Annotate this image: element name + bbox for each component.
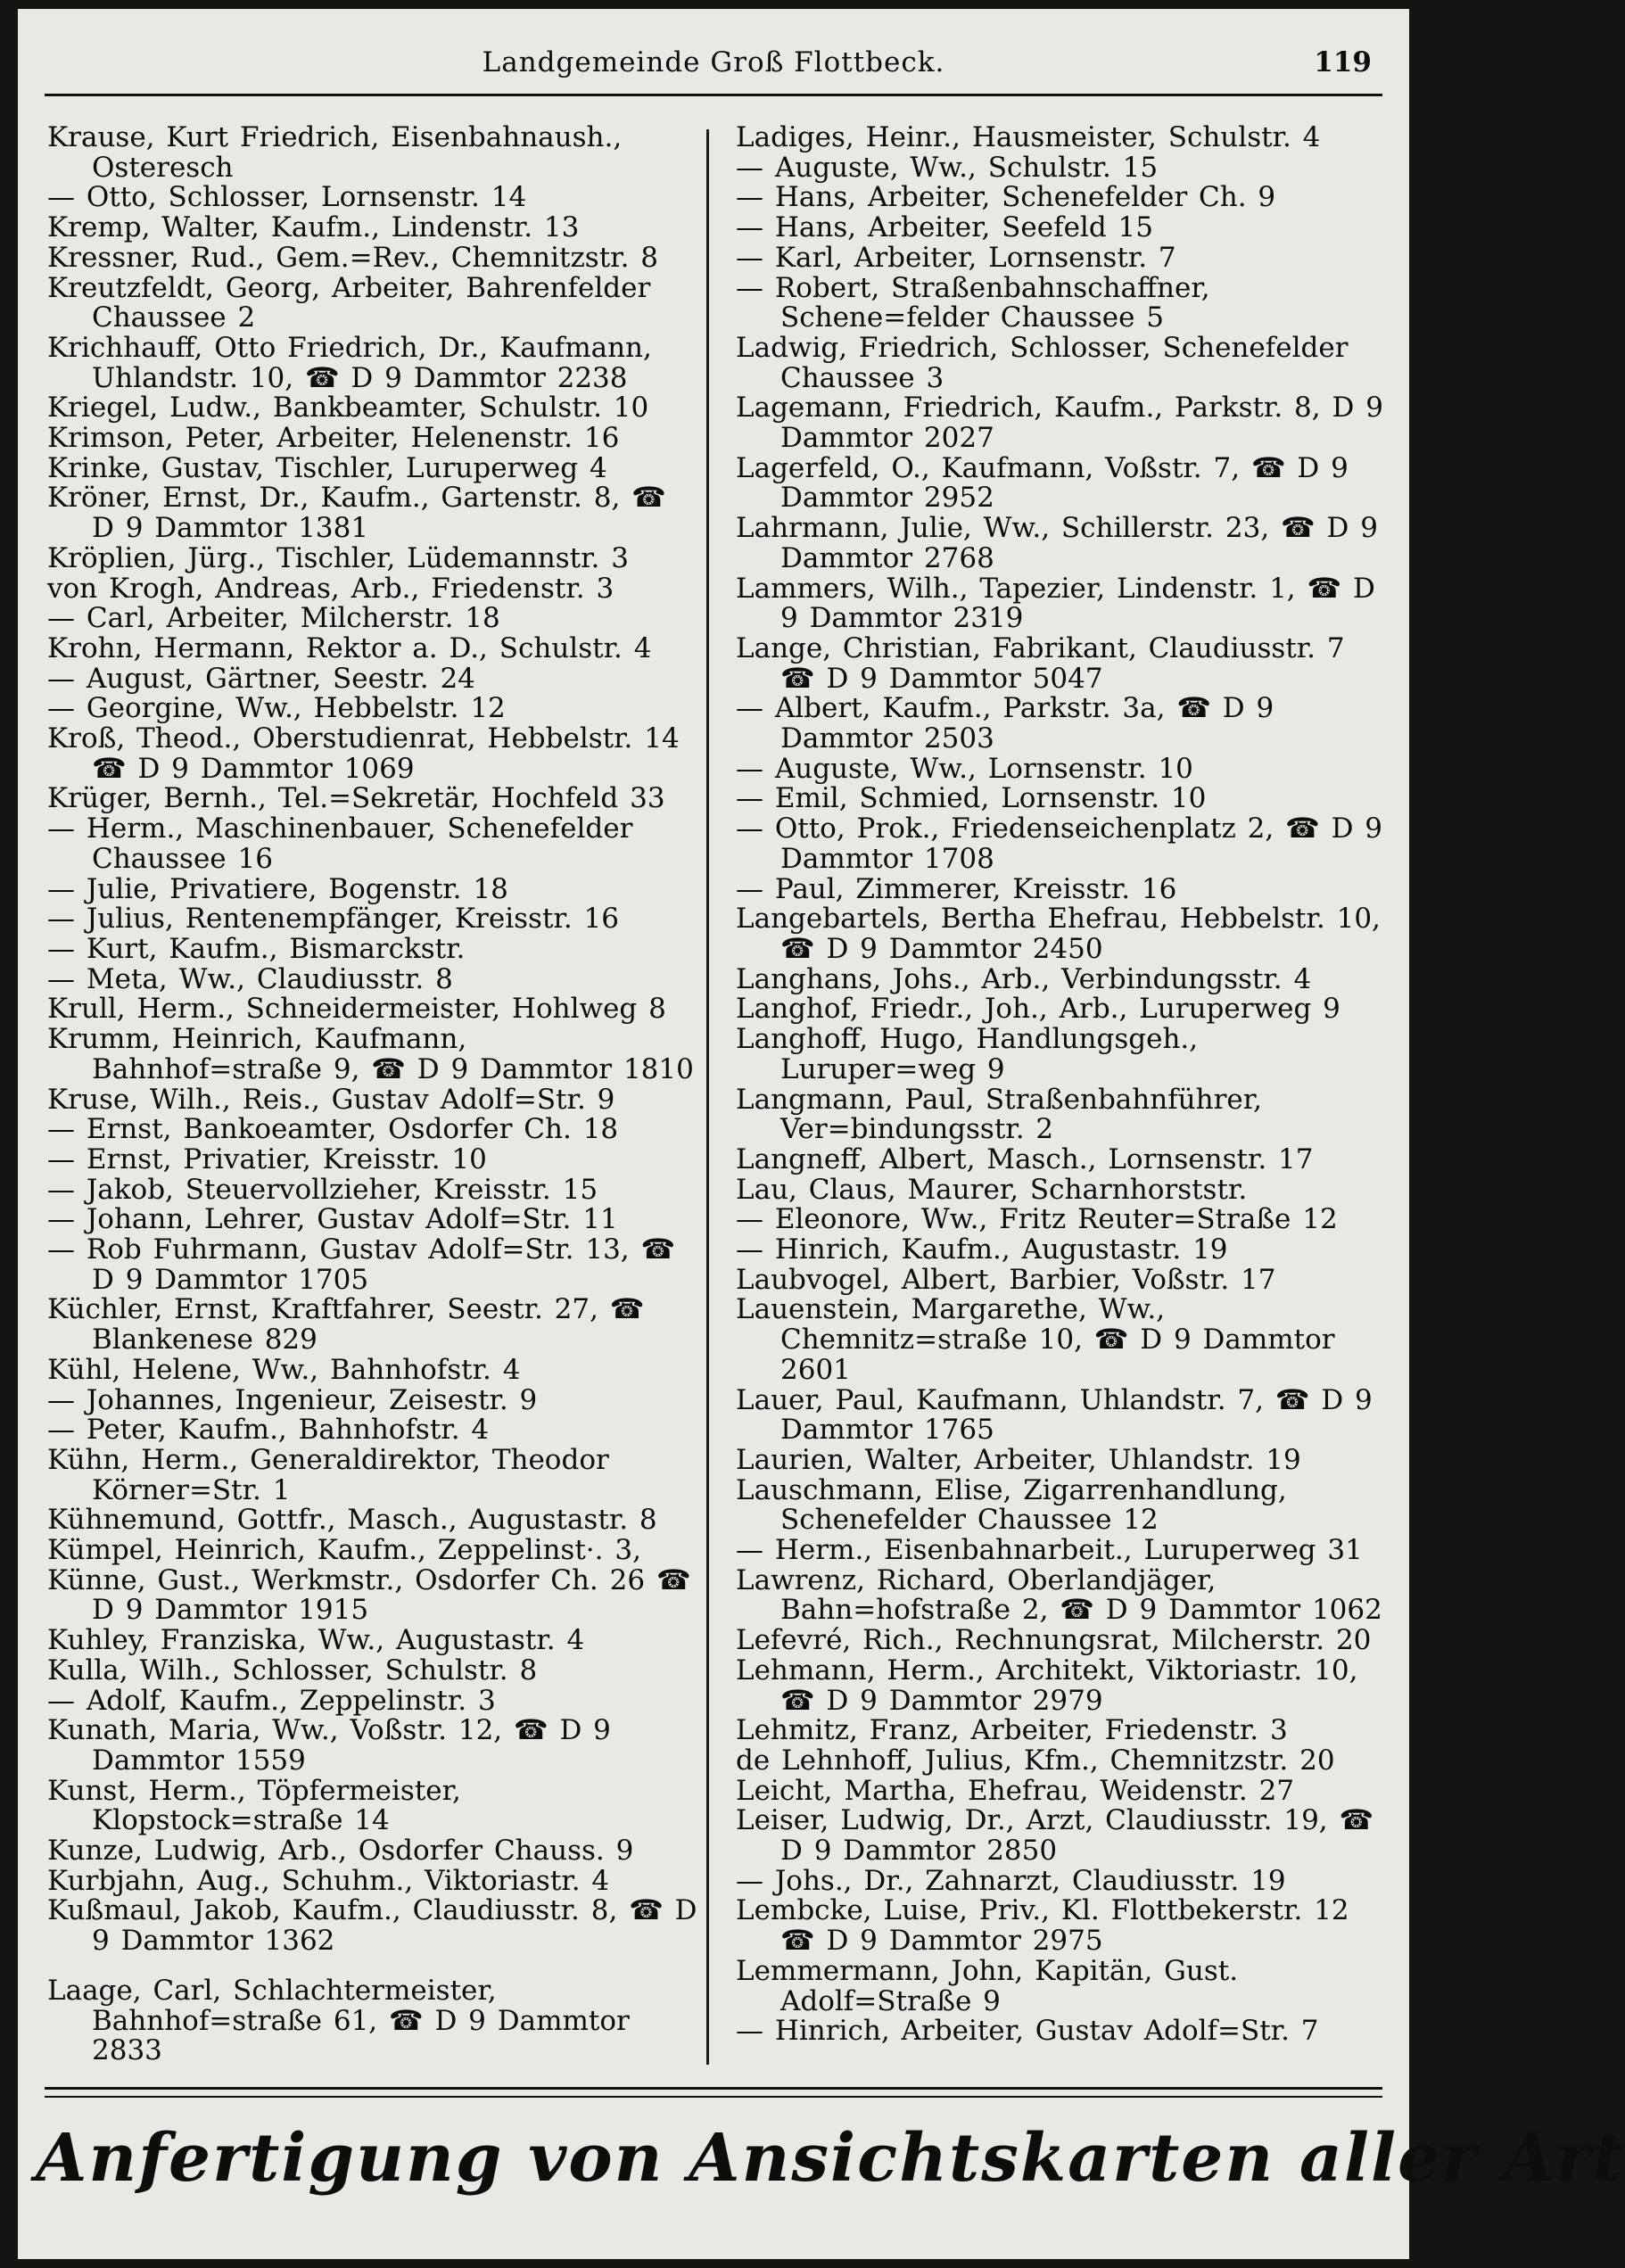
directory-entry: — Hinrich, Arbeiter, Gustav Adolf=Str. 7 bbox=[736, 2015, 1319, 2048]
directory-entry: Kußmaul, Jakob, Kaufm., Claudiusstr. 8, ☎ D 9 Dammtor 1362 bbox=[47, 1894, 697, 1958]
directory-entry: — Rob Fuhrmann, Gustav Adolf=Str. 13, ☎ D 9 Dammtor 1705 bbox=[47, 1233, 676, 1296]
directory-entry: — Auguste, Ww., Lornsenstr. 10 bbox=[736, 752, 1193, 785]
directory-entry: — Adolf, Kaufm., Zeppelinstr. 3 bbox=[47, 1684, 496, 1717]
directory-entry: Lau, Claus, Maurer, Scharnhorststr. bbox=[736, 1173, 1248, 1206]
directory-entry: — Auguste, Ww., Schulstr. 15 bbox=[736, 151, 1159, 184]
directory-entry: Kuhley, Franziska, Ww., Augustastr. 4 bbox=[47, 1624, 585, 1657]
directory-entry: — Hinrich, Kaufm., Augustastr. 19 bbox=[736, 1233, 1228, 1266]
directory-entry: Kurbjahn, Aug., Schuhm., Viktoriastr. 4 bbox=[47, 1864, 610, 1897]
directory-entry: Ladwig, Friedrich, Schlosser, Schenefelder Chaussee 3 bbox=[736, 331, 1349, 394]
directory-entry: Langneff, Albert, Masch., Lornsenstr. 17 bbox=[736, 1142, 1314, 1175]
directory-entry: — Otto, Schlosser, Lornsenstr. 14 bbox=[47, 181, 527, 214]
directory-entry: Krichhauff, Otto Friedrich, Dr., Kaufmann, Uhlandstr. 10, ☎ D 9 Dammtor 2238 bbox=[47, 331, 652, 394]
directory-entry: Kriegel, Ludw., Bankbeamter, Schulstr. 10 bbox=[47, 392, 649, 425]
directory-entry: Lauschmann, Elise, Zigarrenhandlung, Schenefelder Chaussee 12 bbox=[736, 1473, 1287, 1537]
directory-entry: Ladiges, Heinr., Hausmeister, Schulstr. 4 bbox=[736, 121, 1321, 153]
directory-entry: Laurien, Walter, Arbeiter, Uhlandstr. 19 bbox=[736, 1443, 1301, 1476]
directory-entry: — Meta, Ww., Claudiusstr. 8 bbox=[47, 962, 453, 995]
directory-entry: Lauer, Paul, Kaufmann, Uhlandstr. 7, ☎ D 9 Dammtor 1765 bbox=[736, 1383, 1373, 1447]
directory-entry: — Albert, Kaufm., Parkstr. 3a, ☎ D 9 Dammtor 2503 bbox=[736, 692, 1274, 755]
directory-entry: — Ernst, Privatier, Kreisstr. 10 bbox=[47, 1142, 487, 1175]
directory-entry: — Herm., Maschinenbauer, Schenefelder Chaussee 16 bbox=[47, 812, 633, 875]
directory-entry: — Eleonore, Ww., Fritz Reuter=Straße 12 bbox=[736, 1203, 1338, 1236]
directory-entry: — Herm., Eisenbahnarbeit., Luruperweg 31 bbox=[736, 1534, 1363, 1567]
directory-entry: Krull, Herm., Schneidermeister, Hohlweg 8 bbox=[47, 993, 666, 1026]
directory-entry: Lawrenz, Richard, Oberlandjäger, Bahn=hofstraße 2, ☎ D 9 Dammtor 1062 bbox=[736, 1563, 1382, 1627]
directory-entry: Lefevré, Rich., Rechnungsrat, Milcherstr. 20 bbox=[736, 1624, 1372, 1657]
directory-entry: — Georgine, Ww., Hebbelstr. 12 bbox=[47, 692, 506, 725]
directory-entry: Kühnemund, Gottfr., Masch., Augustastr. 8 bbox=[47, 1504, 657, 1537]
directory-entry: von Krogh, Andreas, Arb., Friedenstr. 3 bbox=[47, 572, 615, 605]
directory-entry: Kröplien, Jürg., Tischler, Lüdemannstr. 3 bbox=[47, 541, 629, 574]
directory-entry: Lehmann, Herm., Architekt, Viktoriastr. 10, ☎ D 9 Dammtor 2979 bbox=[736, 1654, 1358, 1717]
directory-entry: — August, Gärtner, Seestr. 24 bbox=[47, 662, 475, 695]
footer-rule bbox=[45, 2087, 1382, 2090]
directory-entry: Lembcke, Luise, Priv., Kl. Flottbekerstr. 12 ☎ D 9 Dammtor 2975 bbox=[736, 1894, 1349, 1958]
directory-entry: Kremp, Walter, Kaufm., Lindenstr. 13 bbox=[47, 211, 580, 244]
directory-page bbox=[18, 9, 1625, 2259]
right-column bbox=[736, 123, 1387, 2047]
directory-entry: — Otto, Prok., Friedenseichenplatz 2, ☎ D 9 Dammtor 1708 bbox=[736, 812, 1383, 875]
directory-entry: Lehmitz, Franz, Arbeiter, Friedenstr. 3 bbox=[736, 1714, 1288, 1747]
directory-entry: — Hans, Arbeiter, Seefeld 15 bbox=[736, 211, 1153, 244]
directory-entry: Kressner, Rud., Gem.=Rev., Chemnitzstr. 8 bbox=[47, 241, 659, 274]
directory-entry: Küchler, Ernst, Kraftfahrer, Seestr. 27, ☎ Blankenese 829 bbox=[47, 1293, 645, 1357]
page-header bbox=[45, 46, 1382, 89]
directory-entry: — Paul, Zimmerer, Kreisstr. 16 bbox=[736, 872, 1177, 905]
directory-entry: — Hans, Arbeiter, Schenefelder Ch. 9 bbox=[736, 181, 1276, 214]
directory-entry: Lammers, Wilh., Tapezier, Lindenstr. 1, ☎ D 9 Dammtor 2319 bbox=[736, 572, 1375, 635]
directory-entry: Leiser, Ludwig, Dr., Arzt, Claudiusstr. 19, ☎ D 9 Dammtor 2850 bbox=[736, 1804, 1374, 1868]
directory-entry: Krause, Kurt Friedrich, Eisenbahnaush., Osteresch bbox=[47, 121, 623, 184]
directory-entry: — Emil, Schmied, Lornsenstr. 10 bbox=[736, 782, 1207, 815]
directory-entry: Laage, Carl, Schlachtermeister, Bahnhof=straße 61, ☎ D 9 Dammtor 2833 bbox=[47, 1974, 630, 2067]
directory-entry: Laubvogel, Albert, Barbier, Voßstr. 17 bbox=[736, 1263, 1276, 1296]
directory-entry: — Johannes, Ingenieur, Zeisestr. 9 bbox=[47, 1383, 538, 1416]
directory-entry: — Peter, Kaufm., Bahnhofstr. 4 bbox=[47, 1414, 490, 1447]
directory-entry: — Robert, Straßenbahnschaffner, Schene=felder Chaussee 5 bbox=[736, 271, 1210, 334]
directory-entry: Lange, Christian, Fabrikant, Claudiusstr. 7 ☎ D 9 Dammtor 5047 bbox=[736, 631, 1345, 695]
directory-entry: Kunath, Maria, Ww., Voßstr. 12, ☎ D 9 Dammtor 1559 bbox=[47, 1714, 611, 1777]
directory-entry: Künne, Gust., Werkmstr., Osdorfer Ch. 26 ☎ D 9 Dammtor 1915 bbox=[47, 1563, 691, 1627]
directory-entry: — Jakob, Steuervollzieher, Kreisstr. 15 bbox=[47, 1173, 598, 1206]
directory-entry: — Johs., Dr., Zahnarzt, Claudiusstr. 19 bbox=[736, 1864, 1286, 1897]
directory-entry: — Johann, Lehrer, Gustav Adolf=Str. 11 bbox=[47, 1203, 618, 1236]
directory-entry: Kroß, Theod., Oberstudienrat, Hebbelstr. 14 ☎ D 9 Dammtor 1069 bbox=[47, 722, 680, 785]
directory-entry: Lahrmann, Julie, Ww., Schillerstr. 23, ☎ D 9 Dammtor 2768 bbox=[736, 512, 1378, 574]
directory-entry: Langhoff, Hugo, Handlungsgeh., Luruper=weg 9 bbox=[736, 1023, 1199, 1085]
advertisement-banner: Anfertigung von Ansichtskarten aller Art bbox=[36, 2120, 1625, 2197]
directory-entry: Kunze, Ludwig, Arb., Osdorfer Chauss. 9 bbox=[47, 1835, 634, 1868]
directory-entry: Kühn, Herm., Generaldirektor, Theodor Körner=Str. 1 bbox=[47, 1443, 609, 1506]
directory-entry: Kreutzfeldt, Georg, Arbeiter, Bahrenfelder Chaussee 2 bbox=[47, 271, 651, 334]
directory-entry: — Ernst, Bankoeamter, Osdorfer Ch. 18 bbox=[47, 1113, 619, 1146]
directory-entry: de Lehnhoff, Julius, Kfm., Chemnitzstr. 20 bbox=[736, 1744, 1335, 1777]
header-rule bbox=[45, 94, 1382, 96]
directory-entry: Krinke, Gustav, Tischler, Luruperweg 4 bbox=[47, 451, 607, 484]
directory-entry: Kühl, Helene, Ww., Bahnhofstr. 4 bbox=[47, 1353, 521, 1386]
directory-entry: — Kurt, Kaufm., Bismarckstr. bbox=[47, 932, 466, 965]
directory-entry: Lagerfeld, O., Kaufmann, Voßstr. 7, ☎ D 9 Dammtor 2952 bbox=[736, 451, 1349, 515]
directory-entry: — Carl, Arbeiter, Milcherstr. 18 bbox=[47, 602, 500, 635]
directory-entry: Krumm, Heinrich, Kaufmann, Bahnhof=straße 9, ☎ D 9 Dammtor 1810 bbox=[47, 1023, 694, 1085]
directory-entry: Kulla, Wilh., Schlosser, Schulstr. 8 bbox=[47, 1654, 538, 1687]
directory-entry: — Julie, Privatiere, Bogenstr. 18 bbox=[47, 872, 508, 905]
page-title: Landgemeinde Groß Flottbeck. bbox=[482, 46, 945, 78]
directory-entry: Krimson, Peter, Arbeiter, Helenenstr. 16 bbox=[47, 422, 620, 455]
page-number: 119 bbox=[1314, 46, 1372, 78]
directory-entry: Langmann, Paul, Straßenbahnführer, Ver=bindungsstr. 2 bbox=[736, 1083, 1263, 1146]
footer-rule-thin bbox=[45, 2096, 1382, 2098]
directory-entry: Krüger, Bernh., Tel.=Sekretär, Hochfeld 33 bbox=[47, 782, 665, 815]
directory-entry: Kümpel, Heinrich, Kaufm., Zeppelinst·. 3, bbox=[47, 1534, 641, 1567]
directory-entry: Langhof, Friedr., Joh., Arb., Luruperweg 9 bbox=[736, 993, 1340, 1026]
directory-entry: Lemmermann, John, Kapitän, Gust. Adolf=Straße 9 bbox=[736, 1954, 1239, 2017]
left-column bbox=[47, 123, 698, 2066]
directory-entry: Lagemann, Friedrich, Kaufm., Parkstr. 8, D 9 Dammtor 2027 bbox=[736, 392, 1383, 455]
directory-entry: Langebartels, Bertha Ehefrau, Hebbelstr. 10, ☎ D 9 Dammtor 2450 bbox=[736, 903, 1381, 965]
directory-entry: — Julius, Rentenempfänger, Kreisstr. 16 bbox=[47, 903, 619, 936]
directory-entry: Kunst, Herm., Töpfermeister, Klopstock=straße 14 bbox=[47, 1774, 461, 1837]
directory-entry: Kruse, Wilh., Reis., Gustav Adolf=Str. 9 bbox=[47, 1083, 615, 1116]
directory-entry: Krohn, Hermann, Rektor a. D., Schulstr. 4 bbox=[47, 631, 652, 664]
directory-entry: Leicht, Martha, Ehefrau, Weidenstr. 27 bbox=[736, 1774, 1295, 1807]
directory-entry: — Karl, Arbeiter, Lornsenstr. 7 bbox=[736, 241, 1176, 274]
directory-entry: Lauenstein, Margarethe, Ww., Chemnitz=straße 10, ☎ D 9 Dammtor 2601 bbox=[736, 1293, 1335, 1386]
directory-entry: Langhans, Johs., Arb., Verbindungsstr. 4 bbox=[736, 962, 1312, 995]
column-divider bbox=[706, 129, 709, 2065]
directory-entry: Kröner, Ernst, Dr., Kaufm., Gartenstr. 8, ☎ D 9 Dammtor 1381 bbox=[47, 482, 666, 545]
